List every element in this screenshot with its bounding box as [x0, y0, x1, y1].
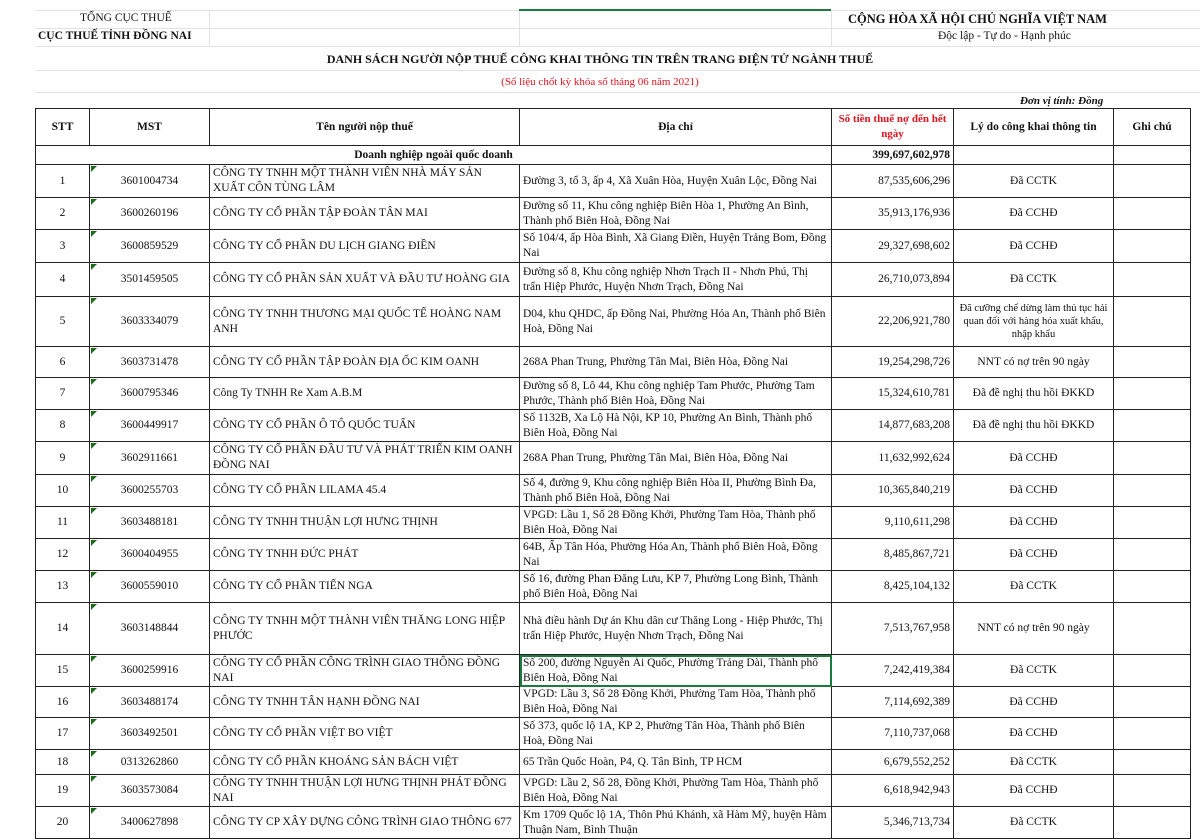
- address-cell[interactable]: Nhà điều hành Dự án Khu dân cư Thăng Long - Hiệp Phước, Thị trấn Hiệp Phước, Huyện Nhơn Trạch, Đồng Nai: [520, 603, 832, 655]
- table-row: [36, 347, 1191, 378]
- amount-cell[interactable]: 8,425,104,132: [832, 571, 954, 603]
- mst-cell[interactable]: 3600259916: [90, 655, 210, 687]
- note-cell[interactable]: [1114, 347, 1191, 378]
- note-cell[interactable]: [1114, 165, 1191, 198]
- mst-cell[interactable]: 3603492501: [90, 718, 210, 750]
- note-cell[interactable]: [1114, 571, 1191, 603]
- address-cell[interactable]: Số 4, đường 9, Khu công nghiệp Biên Hòa II, Phường Bình Đa, Thành phố Biên Hoà, Đồng Nai: [520, 475, 832, 507]
- amount-cell[interactable]: 9,110,611,298: [832, 507, 954, 539]
- mst-cell[interactable]: 3600404955: [90, 539, 210, 571]
- stt-cell[interactable]: 4: [36, 263, 90, 297]
- table-row: [36, 263, 1191, 297]
- col-amount: Số tiền thuế nợ đến hết ngày: [832, 109, 954, 146]
- table-row: [36, 475, 1191, 507]
- amount-cell[interactable]: 6,618,942,943: [832, 775, 954, 807]
- name-cell[interactable]: CÔNG TY CP XÂY DỰNG CÔNG TRÌNH GIAO THÔNG 677: [210, 807, 520, 839]
- name-cell[interactable]: CÔNG TY CỔ PHẦN SẢN XUẤT VÀ ĐẦU TƯ HOÀNG GIA: [210, 263, 520, 297]
- address-cell[interactable]: Số 16, đường Phan Đăng Lưu, KP 7, Phường Long Bình, Thành phố Biên Hoà, Đồng Nai: [520, 571, 832, 603]
- cell[interactable]: [954, 146, 1114, 165]
- name-cell[interactable]: CÔNG TY CỔ PHẦN ĐẦU TƯ VÀ PHÁT TRIỂN KIM OANH ĐỒNG NAI: [210, 442, 520, 475]
- name-cell[interactable]: CÔNG TY CỔ PHẦN VIỆT BO VIỆT: [210, 718, 520, 750]
- name-cell[interactable]: CÔNG TY CỔ PHẦN LILAMA 45.4: [210, 475, 520, 507]
- note-cell[interactable]: [1114, 297, 1191, 347]
- amount-cell[interactable]: 7,513,767,958: [832, 603, 954, 655]
- amount-cell[interactable]: 26,710,073,894: [832, 263, 954, 297]
- note-cell[interactable]: [1114, 230, 1191, 263]
- table-row: [36, 165, 1191, 198]
- address-cell[interactable]: Đường số 8, Lô 44, Khu công nghiệp Tam Phước, Phường Tam Phước, Thành phố Biên Hoà, Đồng Nai: [520, 378, 832, 410]
- nation-title: CỘNG HÒA XÃ HỘI CHỦ NGHĨA VIỆT NAM: [848, 12, 1107, 26]
- mst-cell[interactable]: 3600255703: [90, 475, 210, 507]
- amount-cell[interactable]: 87,535,606,296: [832, 165, 954, 198]
- name-cell[interactable]: CÔNG TY CỔ PHẦN TẬP ĐOÀN ĐỊA ỐC KIM OANH: [210, 347, 520, 378]
- address-cell[interactable]: VPGD: Lầu 1, Số 28 Đồng Khởi, Phường Tam Hòa, Thành phố Biên Hoà, Đồng Nai: [520, 507, 832, 539]
- stt-cell[interactable]: 3: [36, 230, 90, 263]
- address-cell[interactable]: Đường số 8, Khu công nghiệp Nhơn Trạch II - Nhơn Phú, Thị trấn Hiệp Phước, Huyện Nhơn Trạch, Đồng Nai: [520, 263, 832, 297]
- table-row: [36, 410, 1191, 442]
- document-title: DANH SÁCH NGƯỜI NỘP THUẾ CÔNG KHAI THÔNG TIN TRÊN TRANG ĐIỆN TỬ NGÀNH THUẾ: [326, 52, 874, 66]
- unit-label: Đơn vị tính: Đồng: [1020, 95, 1104, 107]
- table-row: [36, 687, 1191, 718]
- reason-cell[interactable]: Đã CCTK: [954, 165, 1114, 198]
- reason-cell[interactable]: Đã CCHĐ: [954, 230, 1114, 263]
- document-subtitle: (Số liệu chốt kỳ khóa sổ tháng 06 năm 2021): [501, 76, 699, 88]
- mst-cell[interactable]: 3600449917: [90, 410, 210, 442]
- table-row: [36, 230, 1191, 263]
- stt-cell[interactable]: 1: [36, 165, 90, 198]
- name-cell[interactable]: CÔNG TY CỔ PHẦN Ô TÔ QUỐC TUẤN: [210, 410, 520, 442]
- stt-cell[interactable]: 15: [36, 655, 90, 687]
- table-row: [36, 775, 1191, 807]
- name-cell[interactable]: CÔNG TY TNHH MỘT THÀNH VIÊN THĂNG LONG HIỆP PHƯỚC: [210, 603, 520, 655]
- col-reason: Lý do công khai thông tin: [954, 109, 1114, 146]
- mst-cell[interactable]: 3600859529: [90, 230, 210, 263]
- amount-cell[interactable]: 10,365,840,219: [832, 475, 954, 507]
- mst-cell[interactable]: 3603488181: [90, 507, 210, 539]
- reason-cell[interactable]: Đã CCHĐ: [954, 718, 1114, 750]
- note-cell[interactable]: [1114, 539, 1191, 571]
- note-cell[interactable]: [1114, 410, 1191, 442]
- name-cell[interactable]: CÔNG TY CỔ PHẦN CÔNG TRÌNH GIAO THÔNG ĐỒNG NAI: [210, 655, 520, 687]
- taxpayer-table: [35, 108, 1191, 839]
- stt-cell[interactable]: 14: [36, 603, 90, 655]
- address-cell[interactable]: VPGD: Lầu 3, Số 28 Đồng Khởi, Phường Tam Hòa, Thành phố Biên Hoà, Đồng Nai: [520, 687, 832, 718]
- table-row: [36, 378, 1191, 410]
- stt-cell[interactable]: 17: [36, 718, 90, 750]
- name-cell[interactable]: CÔNG TY TNHH TÂN HẠNH ĐỒNG NAI: [210, 687, 520, 718]
- note-cell[interactable]: [1114, 378, 1191, 410]
- note-cell[interactable]: [1114, 775, 1191, 807]
- agency-parent: TỔNG CỤC THUẾ: [80, 12, 172, 24]
- amount-cell[interactable]: 11,632,992,624: [832, 442, 954, 475]
- address-cell[interactable]: Km 1709 Quốc lộ 1A, Thôn Phú Khánh, xã Hàm Mỹ, huyện Hàm Thuận Nam, Bình Thuận: [520, 807, 832, 839]
- table-row: [36, 603, 1191, 655]
- group-total[interactable]: 399,697,602,978: [832, 146, 954, 165]
- address-cell[interactable]: Số 104/4, ấp Hòa Bình, Xã Giang Điền, Huyện Trảng Bom, Đồng Nai: [520, 230, 832, 263]
- amount-cell[interactable]: 7,114,692,389: [832, 687, 954, 718]
- name-cell[interactable]: CÔNG TY TNHH THUẬN LỢI HƯNG THỊNH: [210, 507, 520, 539]
- group-label[interactable]: Doanh nghiệp ngoài quốc doanh: [36, 146, 832, 165]
- note-cell[interactable]: [1114, 263, 1191, 297]
- stt-cell[interactable]: 11: [36, 507, 90, 539]
- amount-cell[interactable]: 7,242,419,384: [832, 655, 954, 687]
- col-note: Ghi chú: [1114, 109, 1191, 146]
- amount-cell[interactable]: 19,254,298,726: [832, 347, 954, 378]
- mst-cell[interactable]: 3603148844: [90, 603, 210, 655]
- stt-cell[interactable]: 16: [36, 687, 90, 718]
- table-row: [36, 442, 1191, 475]
- stt-cell[interactable]: 18: [36, 750, 90, 775]
- name-cell[interactable]: CÔNG TY TNHH THUẬN LỢI HƯNG THỊNH PHÁT ĐỒNG NAI: [210, 775, 520, 807]
- col-address: Địa chỉ: [520, 109, 832, 146]
- mst-cell[interactable]: 3603573084: [90, 775, 210, 807]
- mst-cell[interactable]: 3602911661: [90, 442, 210, 475]
- reason-cell[interactable]: Đã đề nghị thu hồi ĐKKD: [954, 410, 1114, 442]
- mst-cell[interactable]: 3600559010: [90, 571, 210, 603]
- note-cell[interactable]: [1114, 655, 1191, 687]
- name-cell[interactable]: CÔNG TY CỔ PHẦN KHOÁNG SẢN BÁCH VIỆT: [210, 750, 520, 775]
- table-row: [36, 297, 1191, 347]
- amount-cell[interactable]: 5,346,713,734: [832, 807, 954, 839]
- reason-cell[interactable]: Đã CCHĐ: [954, 442, 1114, 475]
- reason-cell[interactable]: Đã CCTK: [954, 263, 1114, 297]
- reason-cell[interactable]: Đã CCTK: [954, 750, 1114, 775]
- name-cell[interactable]: CÔNG TY TNHH ĐỨC PHÁT: [210, 539, 520, 571]
- table-row: [36, 539, 1191, 571]
- reason-cell[interactable]: Đã cưỡng chế dừng làm thủ tục hải quan đối với hàng hóa xuất khẩu, nhập khẩu: [954, 297, 1114, 347]
- stt-cell[interactable]: 20: [36, 807, 90, 839]
- stt-cell[interactable]: 8: [36, 410, 90, 442]
- motto: Độc lập - Tự do - Hạnh phúc: [938, 30, 1071, 42]
- note-cell[interactable]: [1114, 442, 1191, 475]
- reason-cell[interactable]: Đã CCTK: [954, 807, 1114, 839]
- note-cell[interactable]: [1114, 475, 1191, 507]
- stt-cell[interactable]: 6: [36, 347, 90, 378]
- reason-cell[interactable]: Đã CCTK: [954, 655, 1114, 687]
- amount-cell[interactable]: 8,485,867,721: [832, 539, 954, 571]
- table-row: [36, 198, 1191, 230]
- note-cell[interactable]: [1114, 507, 1191, 539]
- amount-cell[interactable]: 14,877,683,208: [832, 410, 954, 442]
- name-cell[interactable]: Công Ty TNHH Re Xam A.B.M: [210, 378, 520, 410]
- mst-cell[interactable]: 3603334079: [90, 297, 210, 347]
- mst-cell[interactable]: 3601004734: [90, 165, 210, 198]
- address-cell[interactable]: D04, khu QHDC, ấp Đồng Nai, Phường Hóa An, Thành phố Biên Hoà, Đồng Nai: [520, 297, 832, 347]
- address-cell[interactable]: Số 373, quốc lộ 1A, KP 2, Phường Tân Hòa, Thành phố Biên Hoà, Đồng Nai: [520, 718, 832, 750]
- amount-cell[interactable]: 6,679,552,252: [832, 750, 954, 775]
- address-cell[interactable]: 268A Phan Trung, Phường Tân Mai, Biên Hòa, Đồng Nai: [520, 347, 832, 378]
- stt-cell[interactable]: 19: [36, 775, 90, 807]
- mst-cell[interactable]: 3400627898: [90, 807, 210, 839]
- reason-cell[interactable]: NNT có nợ trên 90 ngày: [954, 347, 1114, 378]
- reason-cell[interactable]: Đã CCHĐ: [954, 775, 1114, 807]
- address-cell[interactable]: 64B, Ấp Tân Hóa, Phường Hóa An, Thành phố Biên Hoà, Đồng Nai: [520, 539, 832, 571]
- name-cell[interactable]: CÔNG TY CỔ PHẦN DU LỊCH GIANG ĐIỀN: [210, 230, 520, 263]
- name-cell[interactable]: CÔNG TY CỔ PHẦN TIẾN NGA: [210, 571, 520, 603]
- reason-cell[interactable]: Đã CCHĐ: [954, 539, 1114, 571]
- selected-cell-top: [519, 9, 831, 11]
- address-cell[interactable]: Số 1132B, Xa Lộ Hà Nội, KP 10, Phường An Bình, Thành phố Biên Hoà, Đồng Nai: [520, 410, 832, 442]
- stt-cell[interactable]: 7: [36, 378, 90, 410]
- amount-cell[interactable]: 22,206,921,780: [832, 297, 954, 347]
- stt-cell[interactable]: 10: [36, 475, 90, 507]
- amount-cell[interactable]: 35,913,176,936: [832, 198, 954, 230]
- note-cell[interactable]: [1114, 807, 1191, 839]
- note-cell[interactable]: [1114, 718, 1191, 750]
- mst-cell[interactable]: 3603731478: [90, 347, 210, 378]
- table-header-row: [36, 109, 1191, 146]
- stt-cell[interactable]: 12: [36, 539, 90, 571]
- mst-cell[interactable]: 0313262860: [90, 750, 210, 775]
- reason-cell[interactable]: NNT có nợ trên 90 ngày: [954, 603, 1114, 655]
- note-cell[interactable]: [1114, 603, 1191, 655]
- mst-cell[interactable]: 3600260196: [90, 198, 210, 230]
- note-cell[interactable]: [1114, 687, 1191, 718]
- reason-cell[interactable]: Đã CCTK: [954, 571, 1114, 603]
- amount-cell[interactable]: 15,324,610,781: [832, 378, 954, 410]
- name-cell[interactable]: CÔNG TY CỔ PHẦN TẬP ĐOÀN TÂN MAI: [210, 198, 520, 230]
- amount-cell[interactable]: 29,327,698,602: [832, 230, 954, 263]
- mst-cell[interactable]: 3603488174: [90, 687, 210, 718]
- address-cell[interactable]: VPGD: Lầu 2, Số 28, Đồng Khởi, Phường Tam Hòa, Thành phố Biên Hoà, Đồng Nai: [520, 775, 832, 807]
- address-cell[interactable]: 65 Trần Quốc Hoàn, P4, Q. Tân Bình, TP HCM: [520, 750, 832, 775]
- note-cell[interactable]: [1114, 198, 1191, 230]
- agency-name: CỤC THUẾ TỈNH ĐỒNG NAI: [38, 30, 192, 42]
- name-cell[interactable]: CÔNG TY TNHH MỘT THÀNH VIÊN NHÀ MÁY SẢN XUẤT CÔN TÙNG LÂM: [210, 165, 520, 198]
- address-cell[interactable]: Đường 3, tổ 3, ấp 4, Xã Xuân Hòa, Huyện Xuân Lộc, Đồng Nai: [520, 165, 832, 198]
- reason-cell[interactable]: Đã CCHĐ: [954, 475, 1114, 507]
- cell[interactable]: [1114, 146, 1191, 165]
- stt-cell[interactable]: 13: [36, 571, 90, 603]
- address-cell[interactable]: Số 200, đường Nguyễn Ái Quốc, Phường Trảng Dài, Thành phố Biên Hoà, Đồng Nai: [520, 655, 832, 687]
- stt-cell[interactable]: 9: [36, 442, 90, 475]
- table-row: [36, 507, 1191, 539]
- address-cell[interactable]: 268A Phan Trung, Phường Tân Mai, Biên Hòa, Đồng Nai: [520, 442, 832, 475]
- note-cell[interactable]: [1114, 750, 1191, 775]
- mst-cell[interactable]: 3600795346: [90, 378, 210, 410]
- mst-cell[interactable]: 3501459505: [90, 263, 210, 297]
- col-name: Tên người nộp thuế: [210, 109, 520, 146]
- col-stt: STT: [36, 109, 90, 146]
- reason-cell[interactable]: Đã CCHĐ: [954, 687, 1114, 718]
- table-row: [36, 807, 1191, 839]
- table-row: [36, 571, 1191, 603]
- amount-cell[interactable]: 7,110,737,068: [832, 718, 954, 750]
- group-row: [36, 146, 1191, 165]
- reason-cell[interactable]: Đã CCHĐ: [954, 507, 1114, 539]
- reason-cell[interactable]: Đã CCHĐ: [954, 198, 1114, 230]
- table-row: [36, 655, 1191, 687]
- address-cell[interactable]: Đường số 11, Khu công nghiệp Biên Hòa 1, Phường An Bình, Thành phố Biên Hoà, Đồng Nai: [520, 198, 832, 230]
- table-row: [36, 718, 1191, 750]
- table-row: [36, 750, 1191, 775]
- col-mst: MST: [90, 109, 210, 146]
- reason-cell[interactable]: Đã đề nghị thu hồi ĐKKD: [954, 378, 1114, 410]
- name-cell[interactable]: CÔNG TY TNHH THƯƠNG MẠI QUỐC TẾ HOÀNG NAM ANH: [210, 297, 520, 347]
- stt-cell[interactable]: 5: [36, 297, 90, 347]
- stt-cell[interactable]: 2: [36, 198, 90, 230]
